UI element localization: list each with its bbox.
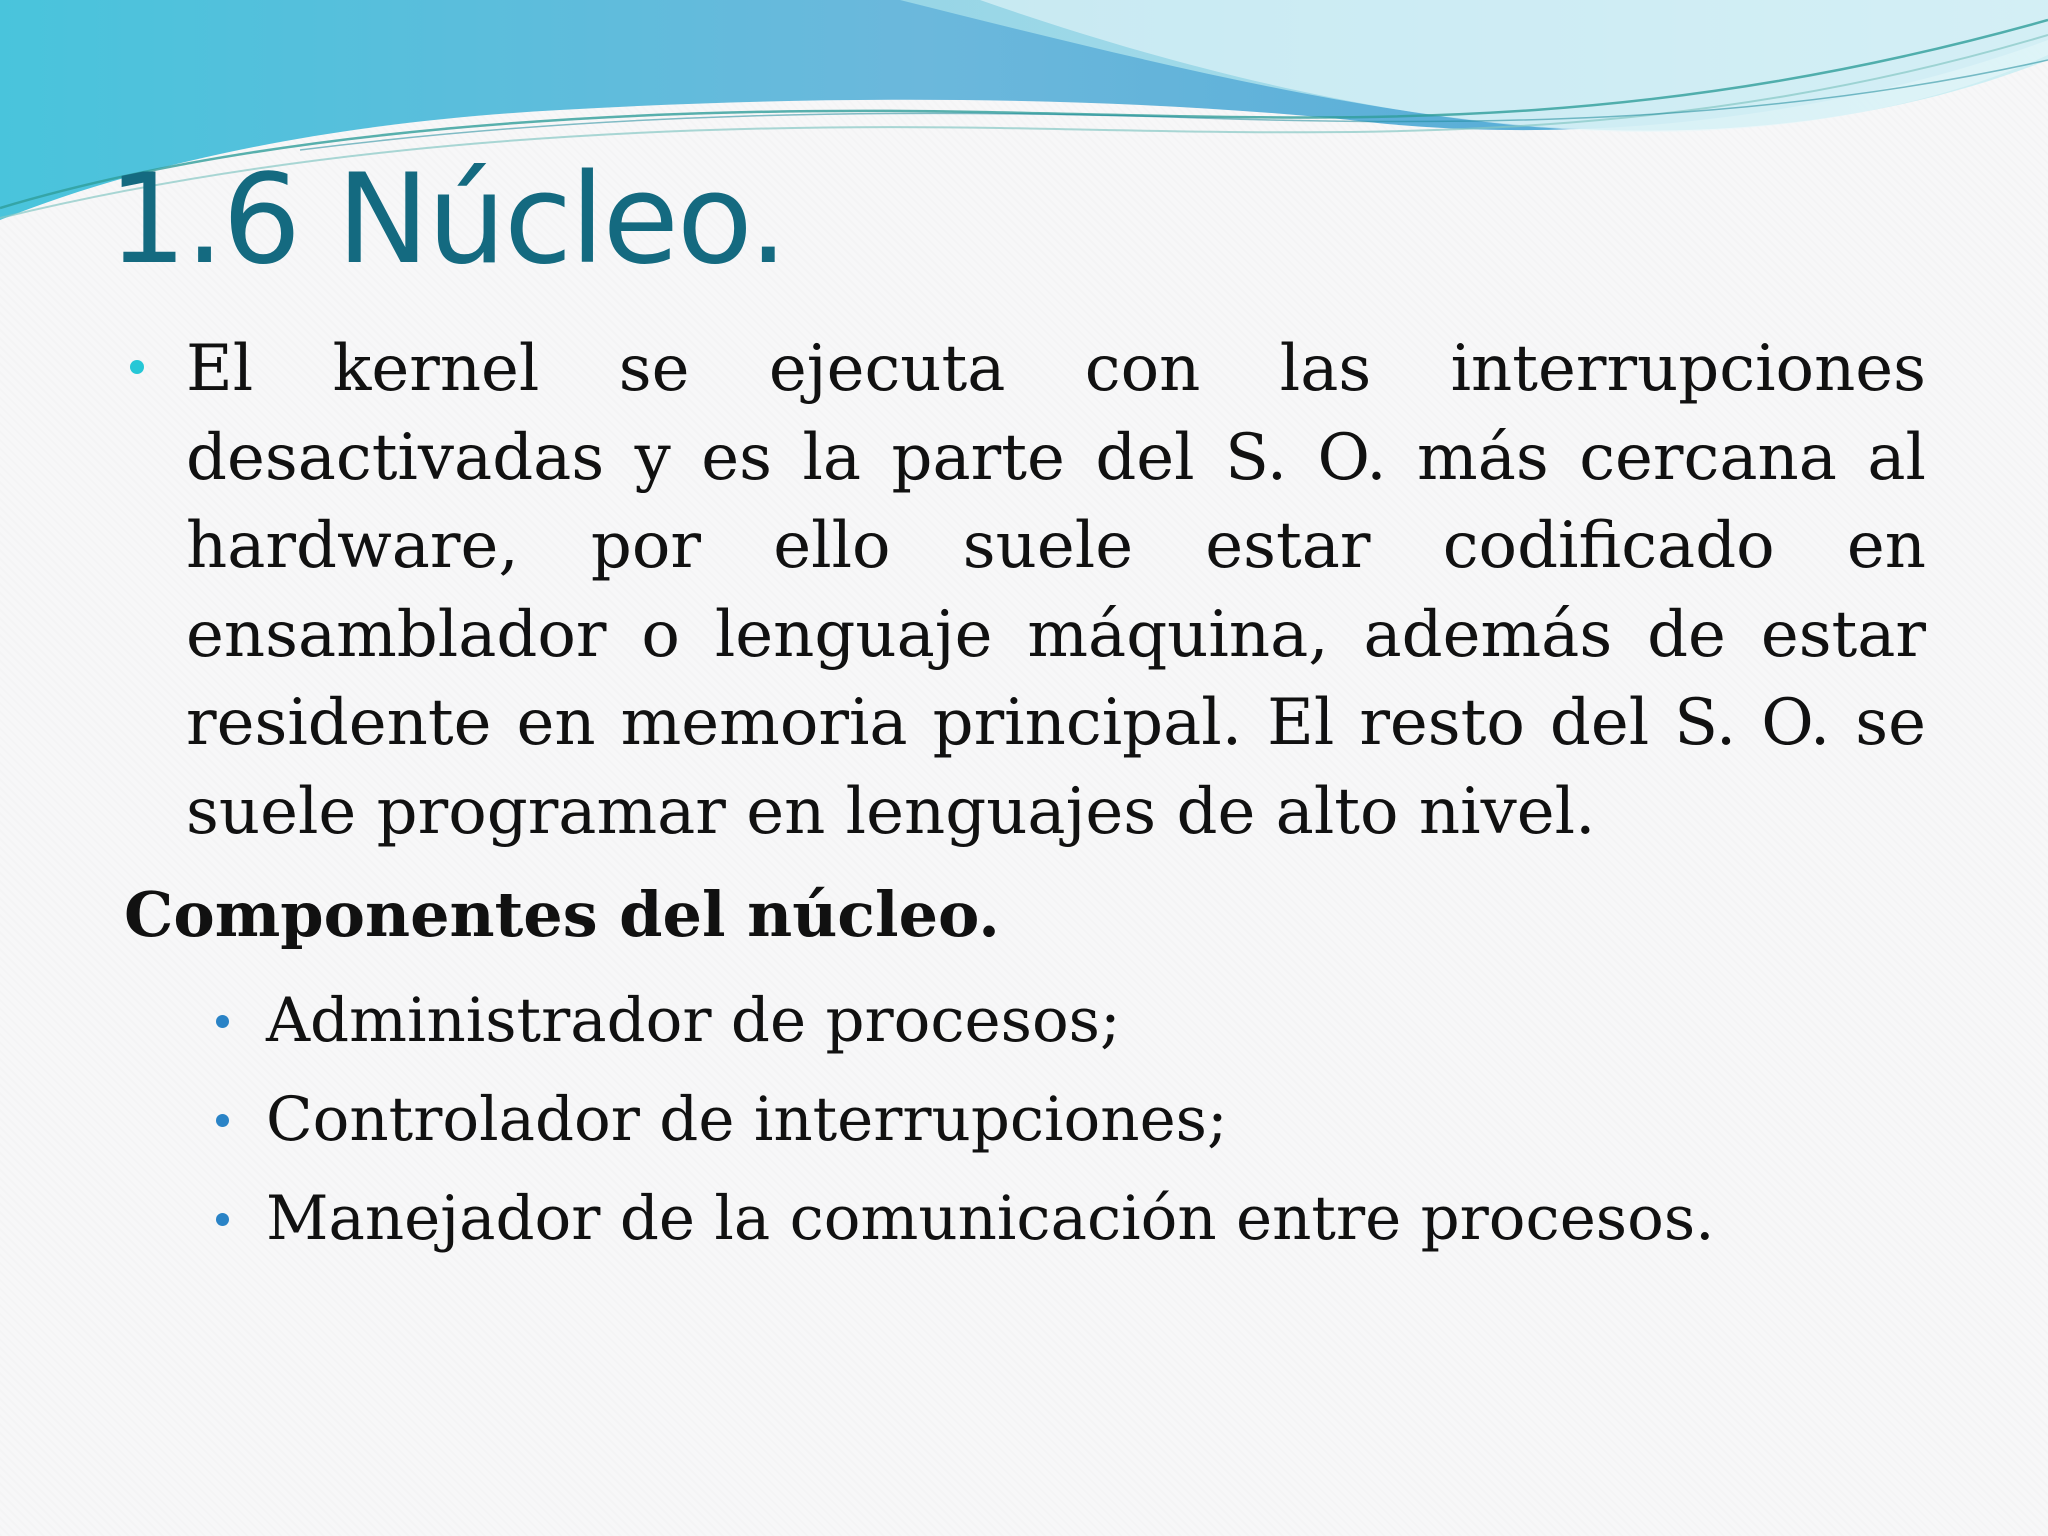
slide-title: 1.6 Núcleo. bbox=[108, 148, 786, 292]
components-heading: Componentes del núcleo. bbox=[124, 878, 1000, 951]
bullet-icon bbox=[216, 1213, 229, 1226]
list-item bbox=[216, 1184, 1715, 1283]
list-item bbox=[216, 986, 1715, 1085]
bullet-icon bbox=[130, 360, 144, 374]
component-label: Administrador de procesos; bbox=[266, 985, 1121, 1056]
component-label: Controlador de interrupciones; bbox=[266, 1084, 1228, 1155]
list-item bbox=[216, 1085, 1715, 1184]
kernel-description-paragraph: El kernel se ejecuta con las interrupciones desactivadas y es la parte del S. O. más cercana al hardware, por ello suele estar codificado en ensamblador o lenguaje máquina, además de estar residente en memoria principal. El resto del S. O. se suele programar en lenguajes de alto nivel. bbox=[186, 332, 1926, 849]
component-label: Manejador de la comunicación entre procesos. bbox=[266, 1183, 1715, 1254]
bullet-icon bbox=[216, 1114, 229, 1127]
bullet-icon bbox=[216, 1015, 229, 1028]
components-list bbox=[216, 986, 1715, 1283]
